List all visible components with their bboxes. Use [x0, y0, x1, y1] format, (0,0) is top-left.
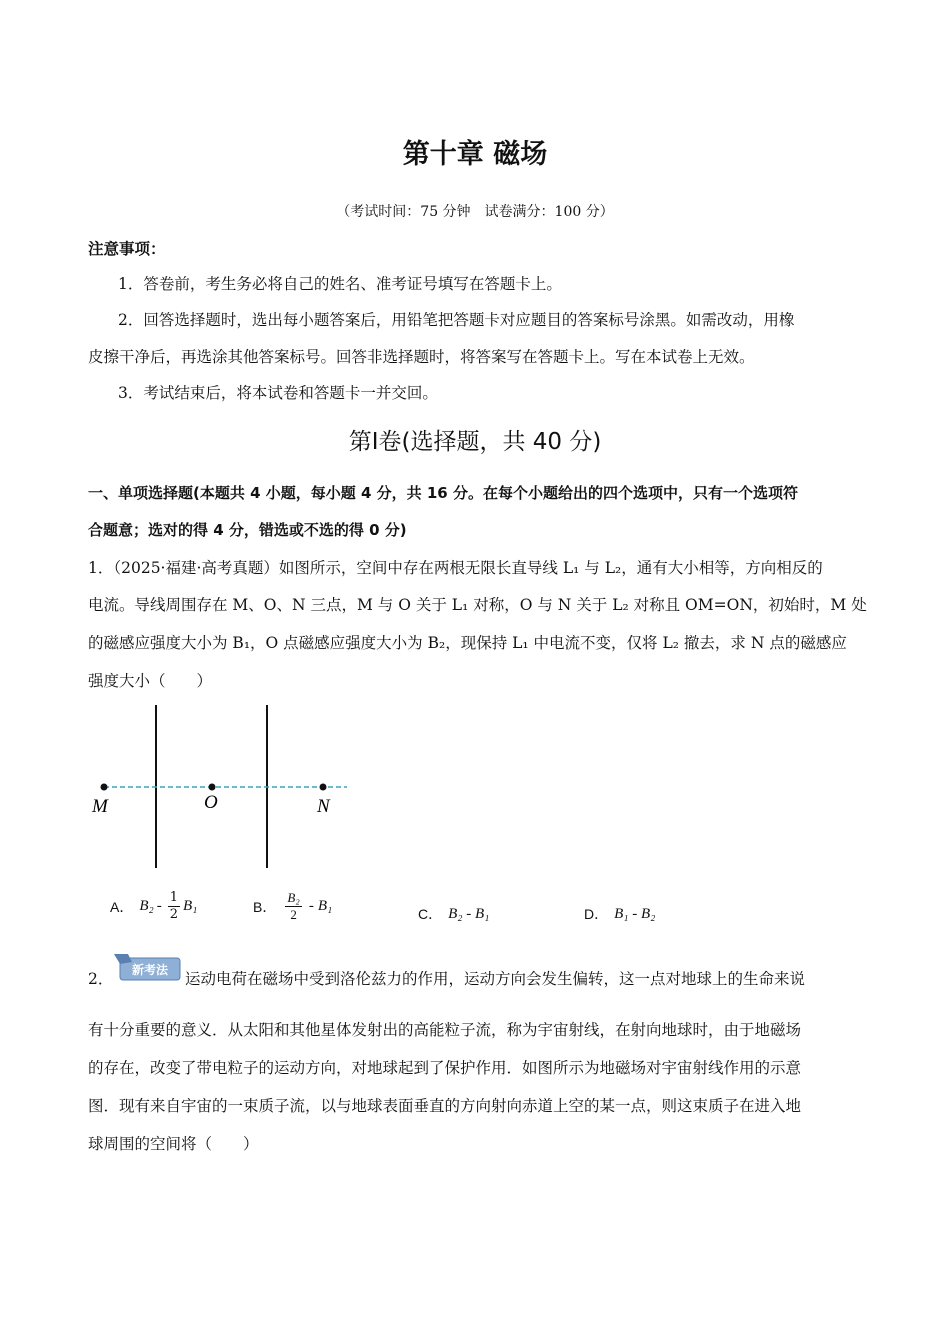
notice-heading: 注意事项： — [88, 240, 166, 258]
q1-wire-diagram — [82, 700, 362, 875]
page-title: 第十章 磁场 — [402, 139, 548, 170]
q2-line-3: 的存在，改变了带电粒子的运动方向，对地球起到了保护作用．如图所示为地磁场对宇宙射线作用的示意 — [88, 1059, 802, 1077]
q1-line-1: 1．（2025·福建·高考真题）如图所示，空间中存在两根无限长直导线 L₁ 与 L₂，通有大小相等，方向相反的 — [88, 559, 823, 577]
notice-item-1: 1．答卷前，考生务必将自己的姓名、准考证号填写在答题卡上。 — [118, 275, 562, 293]
option-b-label: B． — [253, 898, 277, 915]
notice-item-2-line-2: 皮擦干净后，再选涂其他答案标号。回答非选择题时，将答案写在答题卡上。写在本试卷上无效。 — [88, 348, 755, 366]
notice-item-3: 3．考试结束后，将本试卷和答题卡一并交回。 — [118, 384, 438, 402]
option-c-label: C． — [418, 906, 443, 922]
option-c-expr: B₂ - B₁ — [448, 905, 490, 922]
point-m — [101, 784, 108, 791]
option-a-minus: - — [156, 898, 162, 914]
q1-line-4: 强度大小（ ） — [88, 672, 213, 690]
label-n: N — [317, 796, 330, 817]
q1-option-a[interactable] — [110, 890, 197, 923]
point-o — [209, 784, 216, 791]
q2-line-5: 球周围的空间将（ ） — [88, 1135, 259, 1153]
q1-line-2: 电流。导线周围存在 M、O、N 三点，M 与 O 关于 L₁ 对称，O 与 N 关于 L₂ 对称且 OM=ON，初始时，M 处 — [88, 596, 867, 614]
option-a-label: A． — [110, 898, 134, 915]
q1-option-d[interactable] — [584, 904, 655, 924]
option-a-denominator: 2 — [169, 907, 179, 922]
new-method-badge — [112, 952, 182, 982]
option-a-b1: B₁ — [183, 898, 198, 914]
exam-info: （考试时间：75 分钟 试卷满分：100 分） — [336, 204, 614, 220]
q2-line-2: 有十分重要的意义．从太阳和其他星体发射出的高能粒子流，称为宇宙射线，在射向地球时，由于地磁场 — [88, 1021, 802, 1039]
point-n — [320, 784, 327, 791]
option-b-b1: B₁ — [317, 898, 333, 914]
section-1-line-2: 合题意；选对的得 4 分，错选或不选的得 0 分) — [88, 521, 407, 539]
volume-title: 第Ⅰ卷(选择题，共 40 分) — [348, 429, 602, 455]
label-o: O — [204, 792, 218, 813]
option-b-minus: - — [308, 898, 314, 914]
label-m: M — [92, 796, 108, 817]
option-d-expr: B₁ - B₂ — [614, 905, 656, 922]
option-a-numerator: 1 — [169, 890, 179, 905]
q2-number: 2． — [88, 970, 114, 988]
notice-item-2-line-1: 2．回答选择题时，选出每小题答案后，用铅笔把答题卡对应题目的答案标号涂黑。如需改动，用橡 — [118, 311, 795, 329]
section-1-line-1: 一、单项选择题(本题共 4 小题，每小题 4 分，共 16 分。在每个小题给出的四个选项中，只有一个选项符 — [88, 484, 798, 502]
option-b-denominator: 2 — [290, 907, 297, 922]
option-a-b2: B₂ — [139, 898, 154, 914]
q1-option-c[interactable] — [418, 904, 489, 924]
badge-text: 新考法 — [131, 963, 169, 977]
q2-line-1: 运动电荷在磁场中受到洛伦兹力的作用，运动方向会发生偏转，这一点对地球上的生命来说 — [185, 970, 806, 988]
q2-line-4: 图．现有来自宇宙的一束质子流，以与地球表面垂直的方向射向赤道上空的某一点，则这束质子在进入地 — [88, 1097, 802, 1115]
q1-line-3: 的磁感应强度大小为 B₁，O 点磁感应强度大小为 B₂，现保持 L₁ 中电流不变，仅将 L₂ 撤去，求 N 点的磁感应 — [88, 634, 847, 652]
option-d-label: D． — [584, 906, 609, 922]
option-b-fraction — [285, 890, 301, 923]
option-b-numerator: B₂ — [287, 890, 300, 905]
option-a-fraction — [168, 890, 180, 923]
q1-option-b[interactable] — [253, 890, 332, 923]
